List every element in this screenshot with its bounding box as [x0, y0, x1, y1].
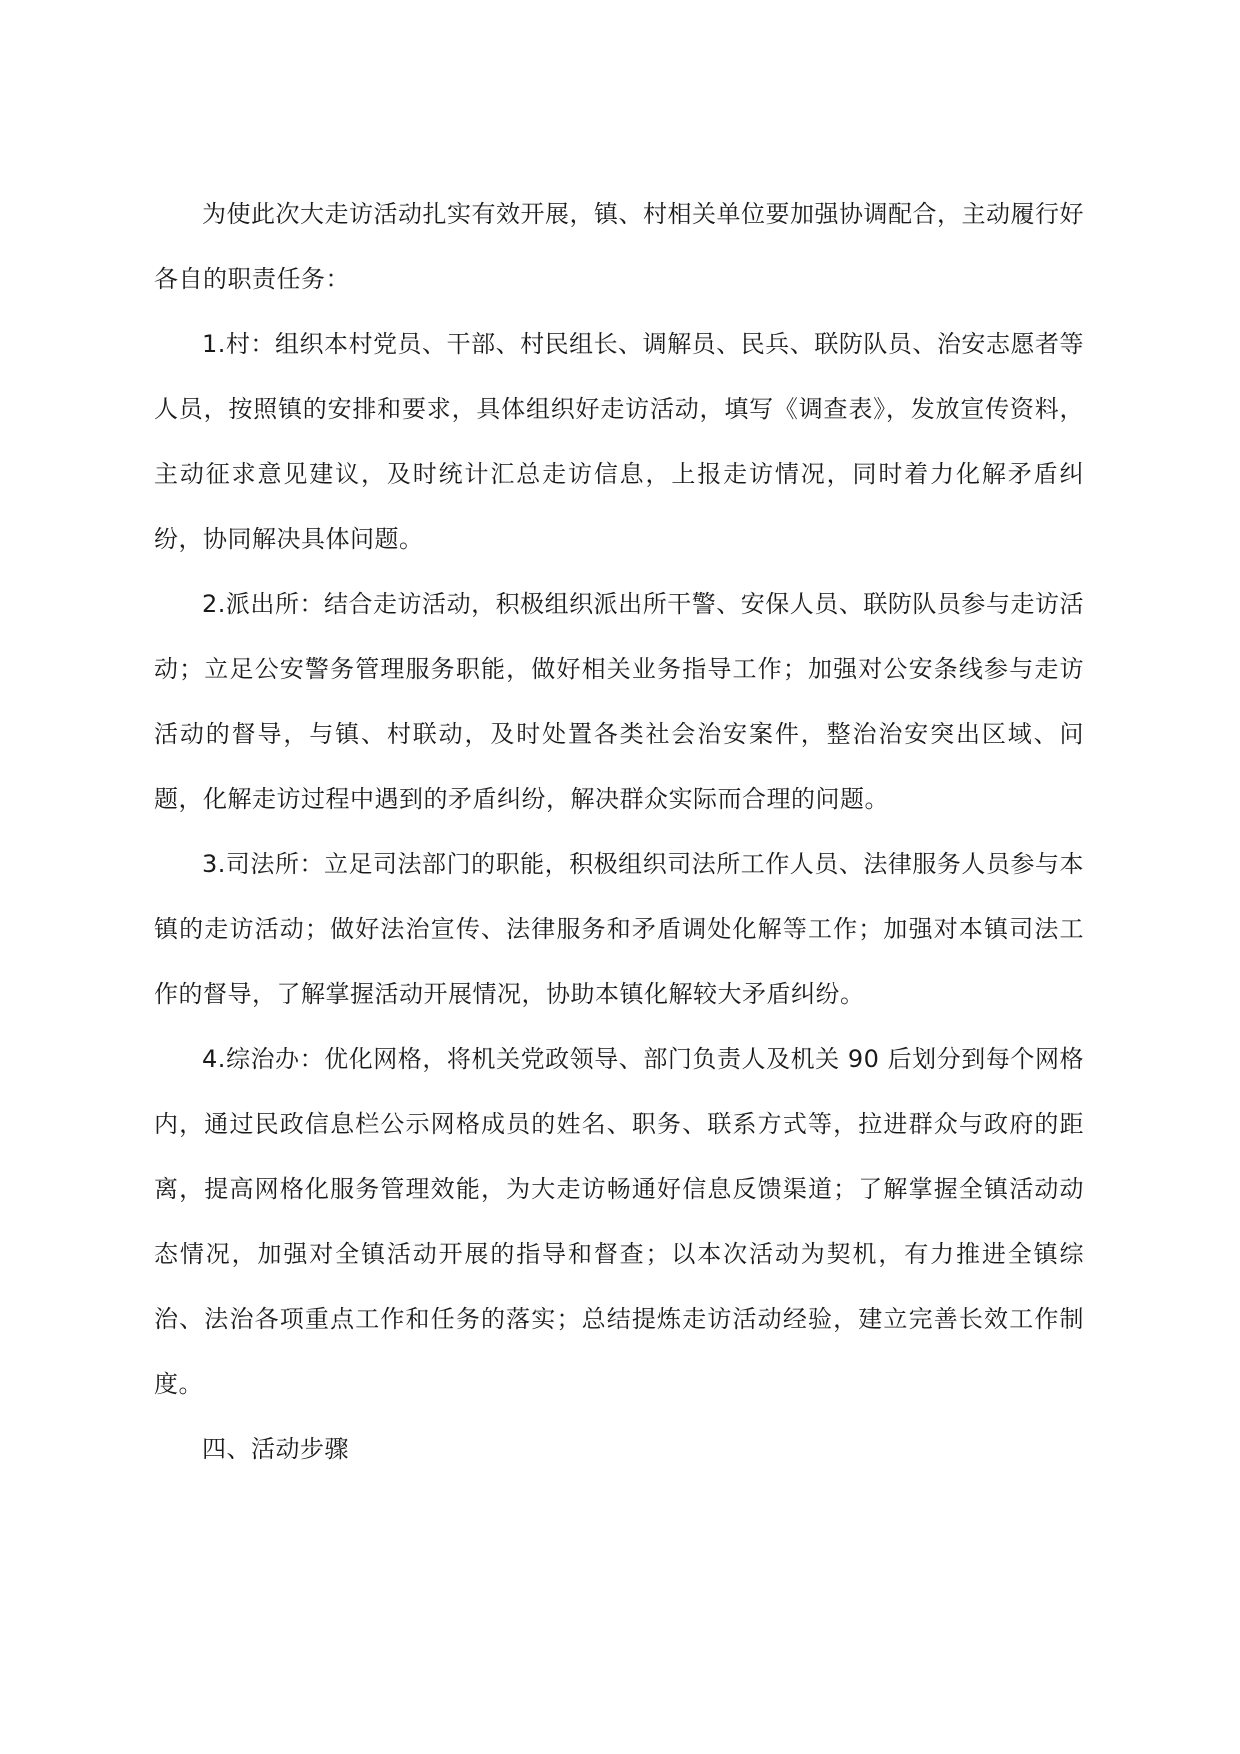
paragraph-intro: 为使此次大走访活动扎实有效开展，镇、村相关单位要加强协调配合，主动履行好各自的职责任务：: [154, 200, 1084, 293]
paragraph-police-station-duties: 2.派出所：结合走访活动，积极组织派出所干警、安保人员、联防队员参与走访活动；立足公安警务管理服务职能，做好相关业务指导工作；加强对公安条线参与走访活动的督导，与镇、村联动，及时处置各类社会治安案件，整治治安突出区域、问题，化解走访过程中遇到的矛盾纠纷，解决群众实际而合理的问题。: [154, 590, 1084, 813]
paragraph-village-duties: 1.村：组织本村党员、干部、村民组长、调解员、民兵、联防队员、治安志愿者等人员，按照镇的安排和要求，具体组织好走访活动，填写《调查表》，发放宣传资料，主动征求意见建议，及时统计汇总走访信息，上报走访情况，同时着力化解矛盾纠纷，协同解决具体问题。: [154, 330, 1084, 553]
paragraph-comprehensive-office-duties: 4.综治办：优化网格，将机关党政领导、部门负责人及机关 90 后划分到每个网格内，通过民政信息栏公示网格成员的姓名、职务、联系方式等，拉进群众与政府的距离，提高网格化服务管理效能，为大走访畅通好信息反馈渠道；了解掌握全镇活动动态情况，加强对全镇活动开展的指导和督查；以本次活动为契机，有力推进全镇综治、法治各项重点工作和任务的落实；总结提炼走访活动经验，建立完善长效工作制度。: [154, 1045, 1084, 1398]
paragraph-judicial-office-duties: 3.司法所：立足司法部门的职能，积极组织司法所工作人员、法律服务人员参与本镇的走访活动；做好法治宣传、法律服务和矛盾调处化解等工作；加强对本镇司法工作的督导，了解掌握活动开展情况，协助本镇化解较大矛盾纠纷。: [154, 850, 1084, 1008]
document-body: [154, 182, 1084, 1482]
section-heading-activity-steps: 四、活动步骤: [202, 1435, 349, 1463]
